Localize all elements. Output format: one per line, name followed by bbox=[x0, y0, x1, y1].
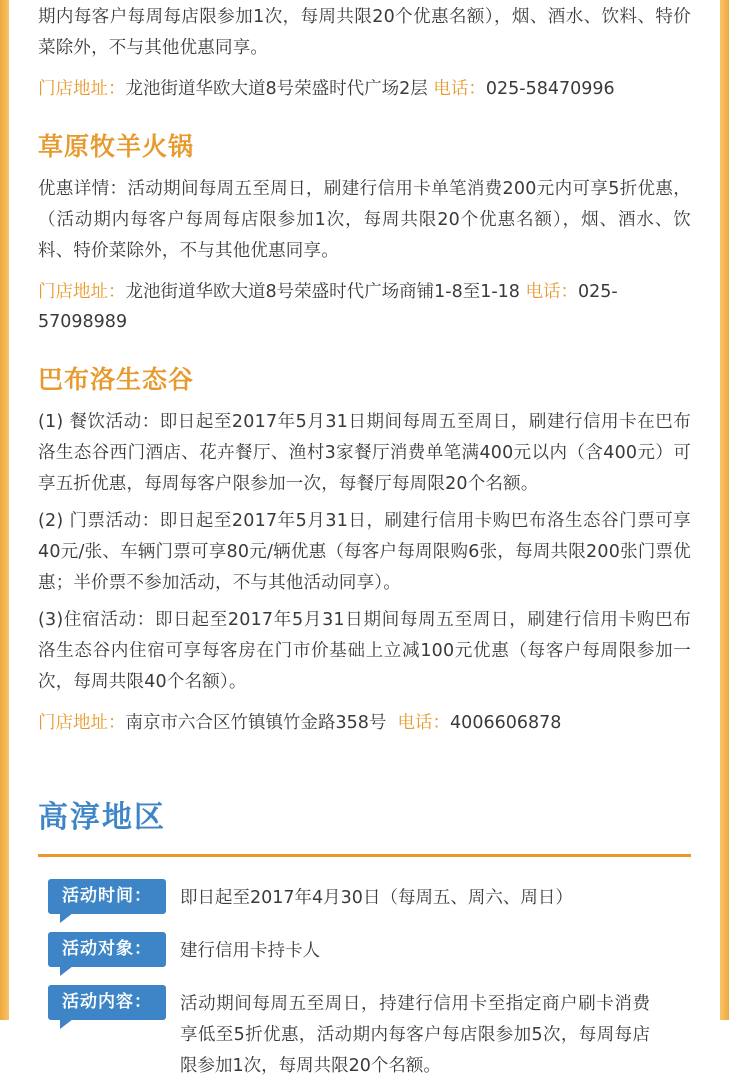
info-row-content bbox=[38, 985, 691, 1082]
tag-activity-time: 活动时间： bbox=[48, 879, 166, 914]
region-title: 高淳地区 bbox=[38, 800, 166, 835]
merchant-2-address-line bbox=[38, 708, 691, 738]
top-paragraph: 期内每客户每周每店限参加1次，每周共限20个优惠名额），烟、酒水、饮料、特价菜除外，不与其他优惠同享。 bbox=[38, 7, 691, 58]
info-text-activity-target: 建行信用卡持卡人 bbox=[180, 941, 320, 961]
info-row-target bbox=[38, 932, 691, 967]
merchant-title-2: 巴布洛生态谷 bbox=[38, 365, 195, 394]
tel-value: 025-58470996 bbox=[485, 79, 615, 99]
address-value: 龙池街道华欧大道8号荣盛时代广场2层 bbox=[125, 79, 428, 99]
merchant-title-1: 草原牧羊火锅 bbox=[38, 132, 195, 161]
merchant-1-address-line bbox=[38, 277, 691, 337]
tel-label: 电话： bbox=[397, 713, 451, 733]
tel-label: 电话： bbox=[525, 282, 579, 302]
address-label: 门店地址： bbox=[38, 282, 126, 302]
region-divider bbox=[38, 854, 691, 857]
info-row-time bbox=[38, 879, 691, 914]
address-value: 龙池街道华欧大道8号荣盛时代广场商铺1-8至1-18 bbox=[125, 282, 520, 302]
address-label: 门店地址： bbox=[38, 79, 126, 99]
right-edge-bar bbox=[720, 0, 729, 1020]
merchant-2-paragraph-2: (2) 门票活动：即日起至2017年5月31日，刷建行信用卡购巴布洛生态谷门票可享40元/张、车辆门票可享80元/辆优惠（每客户每周限购6张，每周共限200张门票优惠；半价票不参加活动，不与其他活动同享）。 bbox=[38, 511, 691, 593]
tel-value: 4006606878 bbox=[450, 713, 562, 733]
merchant-2-paragraph-1: (1) 餐饮活动：即日起至2017年5月31日期间每周五至周日，刷建行信用卡在巴布洛生态谷西门酒店、花卉餐厅、渔村3家餐厅消费单笔满400元以内（含400元）可享五折优惠，每周每客户限参加一次，每餐厅每周限20个名额。 bbox=[38, 412, 691, 494]
tel-label: 电话： bbox=[433, 79, 486, 99]
info-text-activity-time: 即日起至2017年4月30日（每周五、周六、周日） bbox=[180, 888, 573, 908]
tag-activity-target: 活动对象： bbox=[48, 932, 166, 967]
tag-activity-content: 活动内容： bbox=[48, 985, 166, 1020]
address-label: 门店地址： bbox=[38, 713, 126, 733]
region-section bbox=[38, 796, 691, 1082]
tel-value: 025-57098989 bbox=[38, 282, 618, 332]
top-address-line bbox=[38, 74, 691, 104]
merchant-2-paragraph-3: (3)住宿活动：即日起至2017年5月31日期间每周五至周日，刷建行信用卡购巴布洛生态谷内住宿可享每客房在门市价基础上立减100元优惠（每客户每周限参加一次，每周共限40个名额）。 bbox=[38, 610, 691, 692]
address-value: 南京市六合区竹镇镇竹金路358号 bbox=[125, 713, 387, 733]
left-edge-bar bbox=[0, 0, 9, 1020]
merchant-1-paragraph-1: 优惠详情：活动期间每周五至周日，刷建行信用卡单笔消费200元内可享5折优惠，（活动期内每客户每周每店限参加1次，每周共限20个优惠名额），烟、酒水、饮料、特价菜除外，不与其他优惠同享。 bbox=[38, 179, 691, 261]
info-text-activity-content: 活动期间每周五至周日，持建行信用卡至指定商户刷卡消费享低至5折优惠，活动期内每客户每店限参加5次，每周每店限参加1次，每周共限20个名额。 bbox=[180, 994, 650, 1076]
